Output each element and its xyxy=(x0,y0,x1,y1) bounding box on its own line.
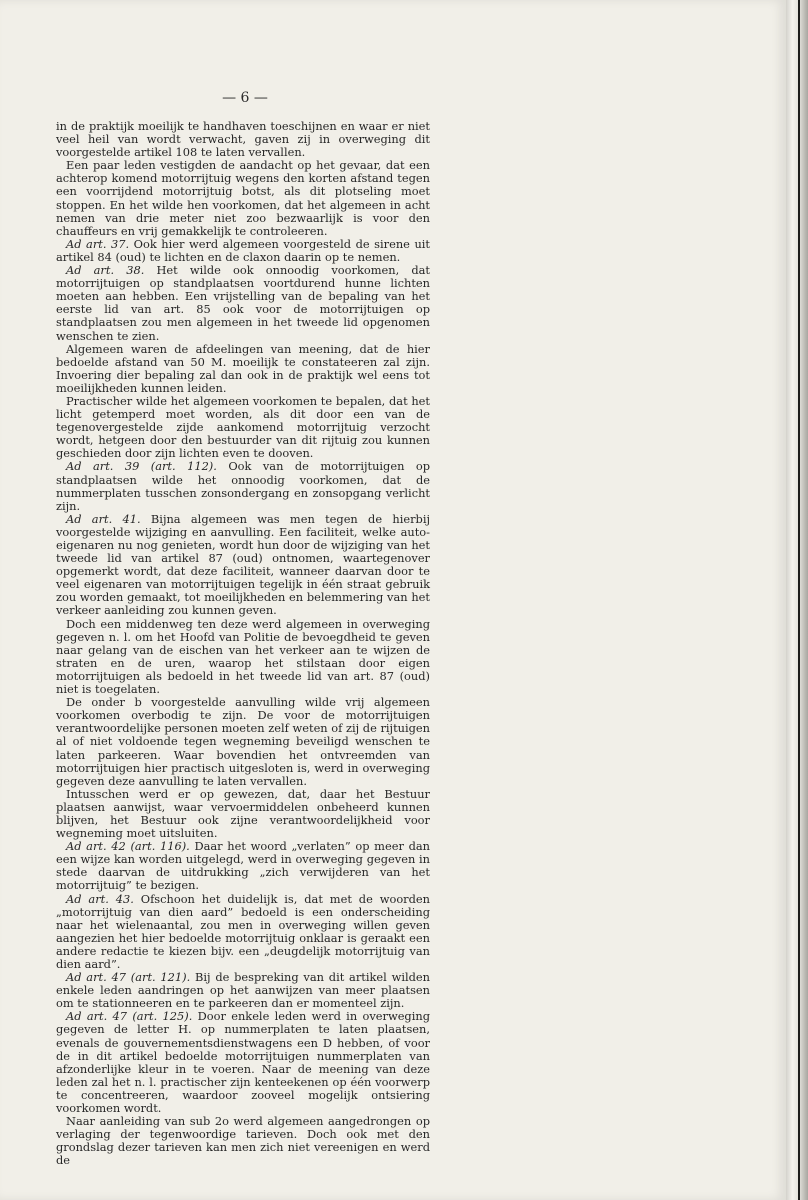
binding-edge xyxy=(786,0,808,1200)
paragraph xyxy=(56,264,430,343)
paragraph xyxy=(56,238,430,264)
paragraph xyxy=(56,1115,430,1167)
article-reference: Ad art. 42 (art. 116). xyxy=(66,839,190,854)
article-reference: Ad art. 39 (art. 112). xyxy=(66,459,217,474)
paragraph xyxy=(56,1010,430,1115)
page-number: — 6 — xyxy=(222,90,268,106)
paragraph-text: Bijna algemeen was men tegen de hierbij voorgestelde wijziging en aanvulling. Een faciliteit, welke auto-eigenaren nu nog genieten, wordt hun door de wijziging van het tweede lid van artikel 87 (oud) ontnomen, waartegenover opgemerkt wordt, dat deze faciliteit, wanneer daarvan door te veel eigenaren van motorrijtuigen tegelijk in één straat gebruik zou worden gemaakt, tot moeilijkheden en belemmering van het verkeer aanleiding zou kunnen geven. xyxy=(56,511,431,618)
paragraph-text: Doch een middenweg ten deze werd algemeen in overweging gegeven n. l. om het Hoofd van Politie de bevoegdheid te geven naar gelang van de eischen van het verkeer aan te wijzen de straten en de uren, waarop het stilstaan door eigen motorrijtuigen als bedoeld in het tweede lid van art. 87 (oud) niet is toegelaten. xyxy=(56,616,430,697)
paragraph xyxy=(56,618,430,697)
paragraph xyxy=(56,460,430,512)
body-text xyxy=(56,120,430,1168)
paragraph xyxy=(56,120,430,159)
paragraph-text: Intusschen werd er op gewezen, dat, daar het Bestuur plaatsen aanwijst, waar vervoermiddelen onbeheerd kunnen blijven, het Bestuur ook zijne verantwoordelijkheid voor wegneming moet uitsluiten. xyxy=(56,786,430,841)
paragraph-text: De onder b voorgestelde aanvulling wilde vrij algemeen voorkomen overbodig te zijn. De voor de motorrijtuigen verantwoordelijke personen moeten zelf weten of zij de rijtuigen al of niet voldoende tegen wegneming beveiligd wenschen te laten parkeeren. Waar bovendien het ontvreemden van motorrijtuigen hier practisch uitgesloten is, werd in overweging gegeven deze aanvulling te laten vervallen. xyxy=(56,695,430,788)
paragraph xyxy=(56,513,430,618)
paragraph-text: Algemeen waren de afdeelingen van meening, dat de hier bedoelde afstand van 50 M. moeilijk te constateeren zal zijn. Invoering dier bepaling zal dan ook in de praktijk wel eens tot moeilijkheden kunnen leiden. xyxy=(56,341,430,395)
paragraph-text: Het wilde ook onnoodig voorkomen, dat motorrijtuigen op standplaatsen voortdurend hunne lichten moeten aan hebben. Een vrijstelling van de bepaling van het eerste lid van art. 85 ook voor de motorrijtuigen op standplaatsen zou men algemeen in het tweede lid opgenomen wenschen te zien. xyxy=(56,263,430,343)
paragraph-text: in de praktijk moeilijk te handhaven toeschijnen en waar er niet veel heil van wordt verwacht, gaven zij in overweging dit voorgestelde artikel 108 te laten vervallen. xyxy=(56,119,430,160)
paragraph-text: Ook van de motorrijtuigen op standplaatsen wilde het onnoodig voorkomen, dat de nummerplaten tusschen zonsondergang en zonsopgang verlicht zijn. xyxy=(56,459,431,513)
article-reference: Ad art. 38. xyxy=(66,263,145,278)
paragraph xyxy=(56,395,430,460)
paragraph xyxy=(56,788,430,840)
paragraph-text: Naar aanleiding van sub 2o werd algemeen aangedrongen op verlaging der tegenwoordige tarieven. Doch ook met den grondslag dezer tarieven kan men zich niet vereenigen en werd de xyxy=(56,1114,430,1168)
paragraph-text: Bij de bespreking van dit artikel wilden enkele leden aandringen op het aanwijzen van meer plaatsen om te stationneeren en te parkeeren dan er momenteel zijn. xyxy=(56,970,430,1011)
paragraph-text: Ofschoon het duidelijk is, dat met de woorden „motorrijtuig van dien aard” bedoeld is een onderscheiding naar het wielenaantal, zou men in overweging willen geven aangezien het hier bedoelde motorrijtuig onklaar is geraakt een andere redactie te kiezen bijv. een „deugdelijk motorrijtuig van dien aard”. xyxy=(56,891,430,971)
article-reference: Ad art. 43. xyxy=(66,891,134,906)
paragraph-text: Practischer wilde het algemeen voorkomen te bepalen, dat het licht getemperd moet worden, als dit door een van de tegenovergestelde zijde aankomend motorrijtuig verzocht wordt, hetgeen door den bestuurder van dit rijtuig zou kunnen geschieden door zijn lichten even te dooven. xyxy=(56,393,430,461)
article-reference: Ad art. 47 (art. 125). xyxy=(66,1009,193,1024)
paragraph-text: Een paar leden vestigden de aandacht op het gevaar, dat een achterop komend motorrijtuig wegens den korten afstand tegen een voorrijdend motorrijtuig botst, als dit plotseling moet stoppen. En het wilde hen voorkomen, dat het algemeen in acht nemen van drie meter niet zoo bezwaarlijk is voor den chauffeurs en vrij gemakkelijk te controleeren. xyxy=(56,158,430,238)
paragraph-text: Daar het woord „verlaten” op meer dan een wijze kan worden uitgelegd, werd in overweging gegeven in stede daarvan de uitdrukking „zich verwijderen van het motorrijtuig” te bezigen. xyxy=(56,839,430,893)
article-reference: Ad art. 47 (art. 121). xyxy=(66,970,191,985)
paragraph-text: Door enkele leden werd in overweging gegeven de letter H. op nummerplaten te laten plaatsen, evenals de gouvernementsdienstwagens een D hebben, of voor de in dit artikel bedoelde motorrijtuigen nummerplaten van afzonderlijke kleur in te voeren. Naar de meening van deze leden zal het n. l. practischer zijn kenteekenen op één voorwerp te concentreeren, waardoor zooveel mogelijk ontsiering voorkomen wordt. xyxy=(56,1009,430,1116)
paragraph xyxy=(56,840,430,892)
paragraph xyxy=(56,696,430,788)
paragraph xyxy=(56,971,430,1010)
article-reference: Ad art. 37. xyxy=(66,236,130,251)
article-reference: Ad art. 41. xyxy=(66,511,141,526)
paragraph-text: Ook hier werd algemeen voorgesteld de sirene uit artikel 84 (oud) te lichten en de claxon daarin op te nemen. xyxy=(56,236,430,264)
paragraph xyxy=(56,343,430,395)
paragraph xyxy=(56,893,430,972)
paragraph xyxy=(56,159,430,238)
